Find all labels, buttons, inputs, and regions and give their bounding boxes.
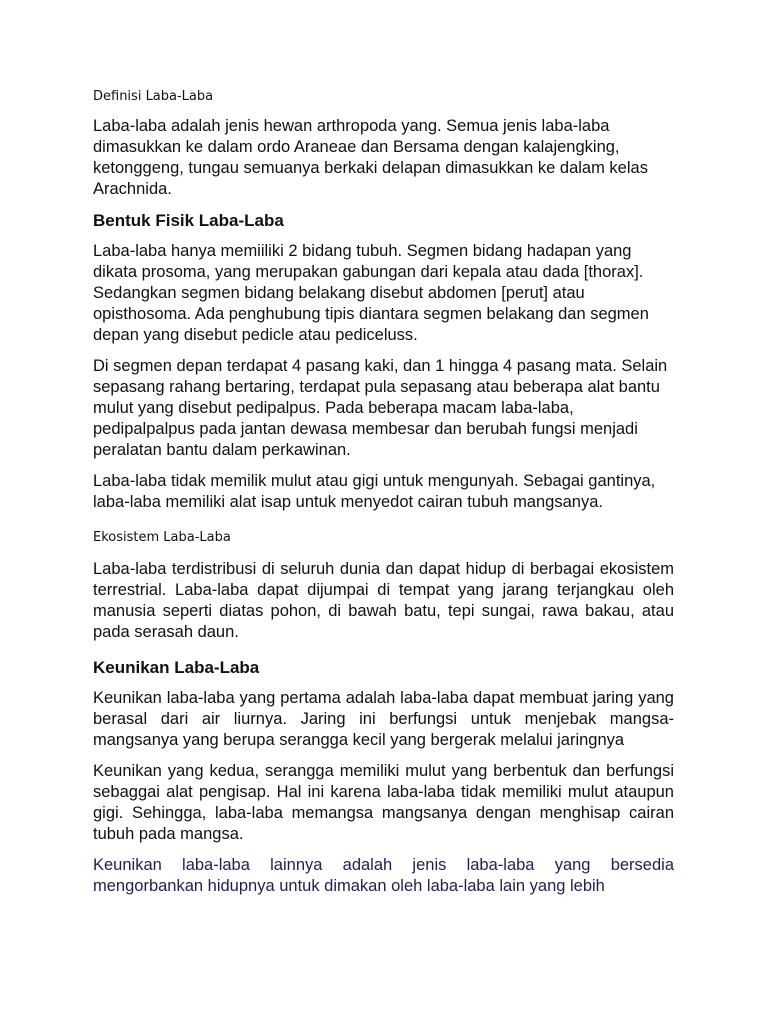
paragraph-keunikan-2: Keunikan yang kedua, serangga memiliki mulut yang berbentuk dan berfungsi sebaggai alat pengisap. Hal ini karena laba-laba tidak memiliki mulut ataupun gigi. Sehingga, laba-laba memangsa mangsanya dengan menghisap cairan tubuh pada mangsa. [93, 762, 674, 843]
paragraph-keunikan-1: Keunikan laba-laba yang pertama adalah laba-laba dapat membuat jaring yang berasal dari air liurnya. Jaring ini berfungsi untuk menjebak mangsa-mangsanya yang berupa serangga kecil yang bergerak melalui jaringnya [93, 689, 674, 749]
paragraph-ekosistem: Laba-laba terdistribusi di seluruh dunia dan dapat hidup di berbagai ekosistem terrestrial. Laba-laba dapat dijumpai di tempat yang jarang terjangkau oleh manusia seperti diatas pohon, di bawah batu, tepi sungai, rawa bakau, atau pada serasah daun. [93, 560, 674, 641]
paragraph-bentuk-2: Di segmen depan terdapat 4 pasang kaki, dan 1 hingga 4 pasang mata. Selain sepasang rahang bertaring, terdapat pula sepasang atau beberapa alat bantu mulut yang disebut pedipalpus. Pada beberapa macam laba-laba, pedipalpalpus pada jantan dewasa membesar dan berubah fungsi menjadi peralatan bantu dalam perkawinan. [93, 357, 668, 459]
paragraph-definisi: Laba-laba adalah jenis hewan arthropoda yang. Semua jenis laba-laba dimasukkan ke dalam ordo Araneae dan Bersama dengan kalajengking, ketonggeng, tungau semuanya berkaki delapan dimasukkan ke dalam kelas Arachnida. [93, 117, 648, 198]
heading-keunikan: Keunikan Laba-Laba [93, 658, 260, 677]
heading-bentuk-fisik: Bentuk Fisik Laba-Laba [93, 211, 284, 230]
paragraph-bentuk-1: Laba-laba hanya memiiliki 2 bidang tubuh. Segmen bidang hadapan yang dikata prosoma, yang merupakan gabungan dari kepala atau dada [thorax]. Sedangkan segmen bidang belakang disebut abdomen [perut] atau opisthosoma. Ada penghubung tipis diantara segmen belakang dan segmen depan yang disebut pedicle atau pediceluss. [93, 242, 649, 344]
paragraph-bentuk-3: Laba-laba tidak memilik mulut atau gigi untuk mengunyah. Sebagai gantinya, laba-laba memiliki alat isap untuk menyedot cairan tubuh mangsanya. [93, 472, 656, 511]
heading-ekosistem: Ekosistem Laba-Laba [93, 530, 231, 545]
paragraph-keunikan-3: Keunikan laba-laba lainnya adalah jenis laba-laba yang bersedia mengorbankan hidupnya untuk dimakan oleh laba-laba lain yang lebih [93, 856, 674, 895]
heading-definisi: Definisi Laba-Laba [93, 89, 214, 104]
document-page [93, 88, 674, 907]
